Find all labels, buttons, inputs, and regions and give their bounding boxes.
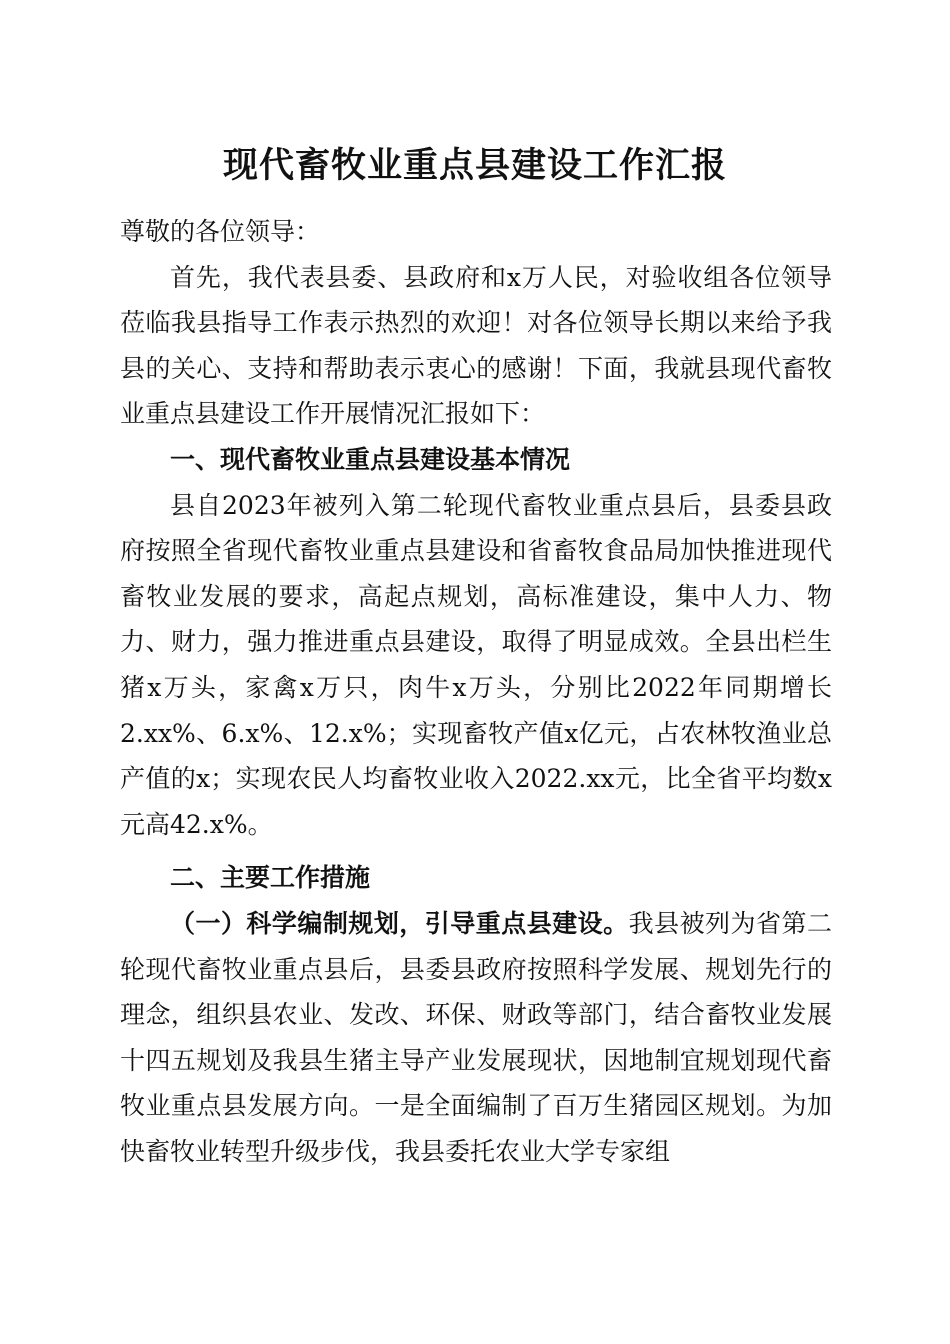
- salutation: 尊敬的各位领导：: [120, 217, 321, 246]
- section-2-heading: 二、主要工作措施: [170, 863, 371, 893]
- section-1-heading: 一、现代畜牧业重点县建设基本情况: [170, 444, 571, 474]
- subsection-1-heading: （一）科学编制规划，引导重点县建设。: [170, 908, 629, 938]
- section-1-paragraph: 县自2023年被列入第二轮现代畜牧业重点县后，县委县政府按照全省现代畜牧业重点县建设和省畜牧食品局加快推进现代畜牧业发展的要求，高起点规划，高标准建设，集中人力、物力、财力，强力推进重点县建设，取得了明显成效。全县出栏生猪x万头，家禽x万只，肉牛x万头，分别比2022年同期增长2.xx%、6.x%、12.x%；实现畜牧产值x亿元，占农林牧渔业总产值的x；实现农民人均畜牧业收入2022.xx元，比全省平均数x元高42.x%。: [120, 490, 832, 839]
- document-title: 现代畜牧业重点县建设工作汇报: [222, 145, 727, 186]
- document-body: [120, 209, 832, 1174]
- subsection-1-body: 我县被列为省第二轮现代畜牧业重点县后，县委县政府按照科学发展、规划先行的理念，组织县农业、发改、环保、财政等部门，结合畜牧业发展十四五规划及我县生猪主导产业发展现状，因地制宜规划现代畜牧业重点县发展方向。一是全面编制了百万生猪园区规划。为加快畜牧业转型升级步伐，我县委托农业大学专家组: [120, 908, 832, 1166]
- opening-paragraph: 首先，我代表县委、县政府和x万人民，对验收组各位领导莅临我县指导工作表示热烈的欢迎！对各位领导长期以来给予我县的关心、支持和帮助表示衷心的感谢！下面，我就县现代畜牧业重点县建设工作开展情况汇报如下：: [120, 262, 832, 429]
- subsection-1-paragraph: [120, 901, 832, 1175]
